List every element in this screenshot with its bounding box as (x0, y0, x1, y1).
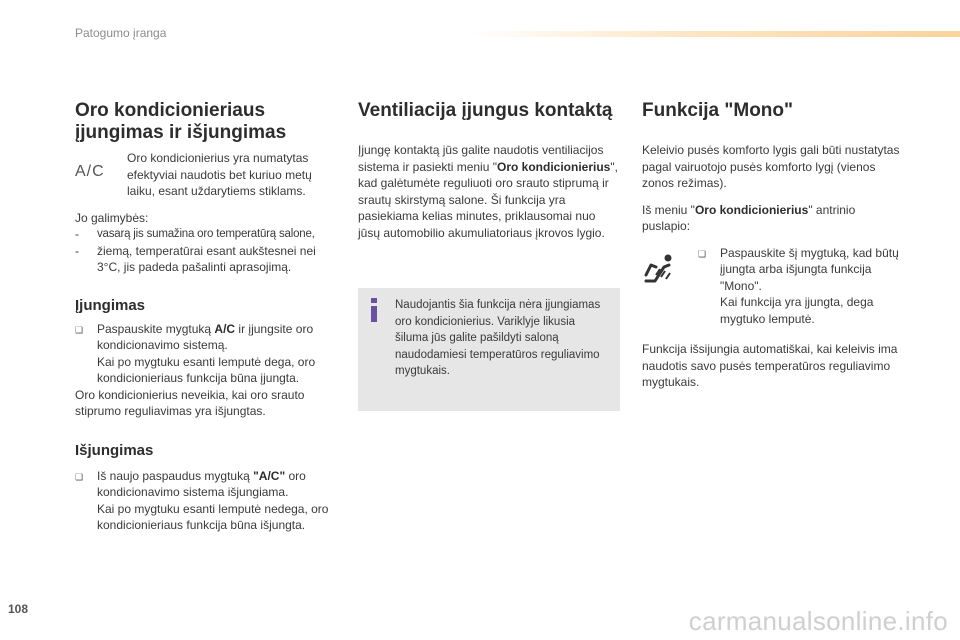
column-mono (642, 100, 904, 391)
off-bullet: Iš naujo paspaudus mygtuką "A/C" oro kondicionavimo sistema išjungiama. (97, 468, 306, 499)
section-title: Patogumo įranga (75, 26, 167, 40)
on-note: Oro kondicionierius neveikia, kai oro srauto stiprumo reguliavimas yra išjungtas. (75, 387, 305, 418)
page-number: 108 (8, 602, 29, 616)
check-box-icon: ❏ (75, 471, 84, 482)
ac-intro-text: Oro kondicionierius yra numatytas efektyviai naudotis bet kuriuo metų laiku, esant uždarytiems stiklams. (127, 151, 312, 198)
heading-on: Įjungimas (75, 296, 146, 314)
option-text: žiemą, temperatūrai esant aukštesnei nei 3°C, jis padeda pašalinti aprasojimą. (97, 243, 316, 274)
list-item (75, 468, 337, 534)
option-text: vasarą jis sumažina oro temperatūrą salone, (97, 228, 315, 240)
mono-bullet-row (642, 245, 904, 328)
dash-mark: - (75, 243, 79, 258)
header-bar (470, 31, 960, 37)
info-box (358, 288, 620, 411)
ac-icon: A/C (75, 163, 105, 180)
mono-intro: Keleivio pusės komforto lygis gali būti nustatytas pagal vairuotojo pusės komforto lygį (vienos zonos režimas). (642, 143, 900, 190)
ac-intro (75, 150, 337, 200)
heading-ac-onoff: Oro kondicionieriaus įjungimas ir išjungimas (75, 100, 287, 143)
off-bullet-cont: Kai po mygtuku esanti lemputė nedega, oro kondicionieriaus funkcija būna išjungta. (97, 501, 329, 532)
mono-bullet-cont: Kai funkcija yra įjungta, dega mygtuko lemputė. (720, 295, 874, 326)
seat-mono-icon (642, 245, 698, 328)
check-box-icon: ❏ (75, 324, 84, 335)
mono-auto-off: Funkcija išsijungia automatiškai, kai keleivis ima naudotis savo pusės temperatūros reguliavimo mygtukais. (642, 342, 898, 389)
mono-bullet: Paspauskite šį mygtuką, kad būtų įjungta arba išjungta funkcija "Mono". (720, 245, 899, 293)
check-box-icon: ❏ (698, 248, 707, 259)
dash-mark: - (75, 227, 79, 241)
list-item (75, 321, 337, 387)
column-ventilation (358, 100, 620, 241)
info-text: Naudojantis šia funkcija nėra įjungiamas oro kondicionierius. Variklyje likusia šiluma jūs galite pašildyti saloną naudodamiesi temperatūros reguliavimo mygtukais. (395, 299, 601, 377)
heading-off: Išjungimas (75, 441, 154, 459)
ventilation-text: Įjungę kontaktą jūs galite naudotis ventiliacijos sistema ir pasiekti meniu "Oro kondicionierius", kad galėtumėte reguliuoti oro srauto stiprumą ir srautų skirstymą salone. Ši funkcija yra pasiekiama kelias minutes, priklausomai nuo jūsų automobilio akumuliatoriaus įkrovos lygio. (358, 143, 618, 240)
list-item (75, 226, 337, 243)
heading-mono: Funkcija "Mono" (642, 100, 794, 121)
on-bullet: Paspauskite mygtuką A/C ir įjungsite oro kondicionavimo sistemą. (97, 321, 314, 352)
mono-menu: Iš meniu "Oro kondicionierius" antrinio puslapio: (642, 202, 856, 233)
options-intro: Jo galimybės: (75, 210, 149, 225)
column-ac-onoff (75, 100, 337, 534)
heading-ventilation: Ventiliacija įjungus kontaktą (358, 100, 613, 121)
info-icon (368, 298, 380, 322)
on-bullet-cont: Kai po mygtuku esanti lemputė dega, oro kondicionieriaus funkcija būna įjungta. (97, 354, 316, 385)
list-item (75, 243, 337, 276)
list-item (698, 245, 904, 328)
watermark: carmanualsonline.info (688, 606, 948, 636)
